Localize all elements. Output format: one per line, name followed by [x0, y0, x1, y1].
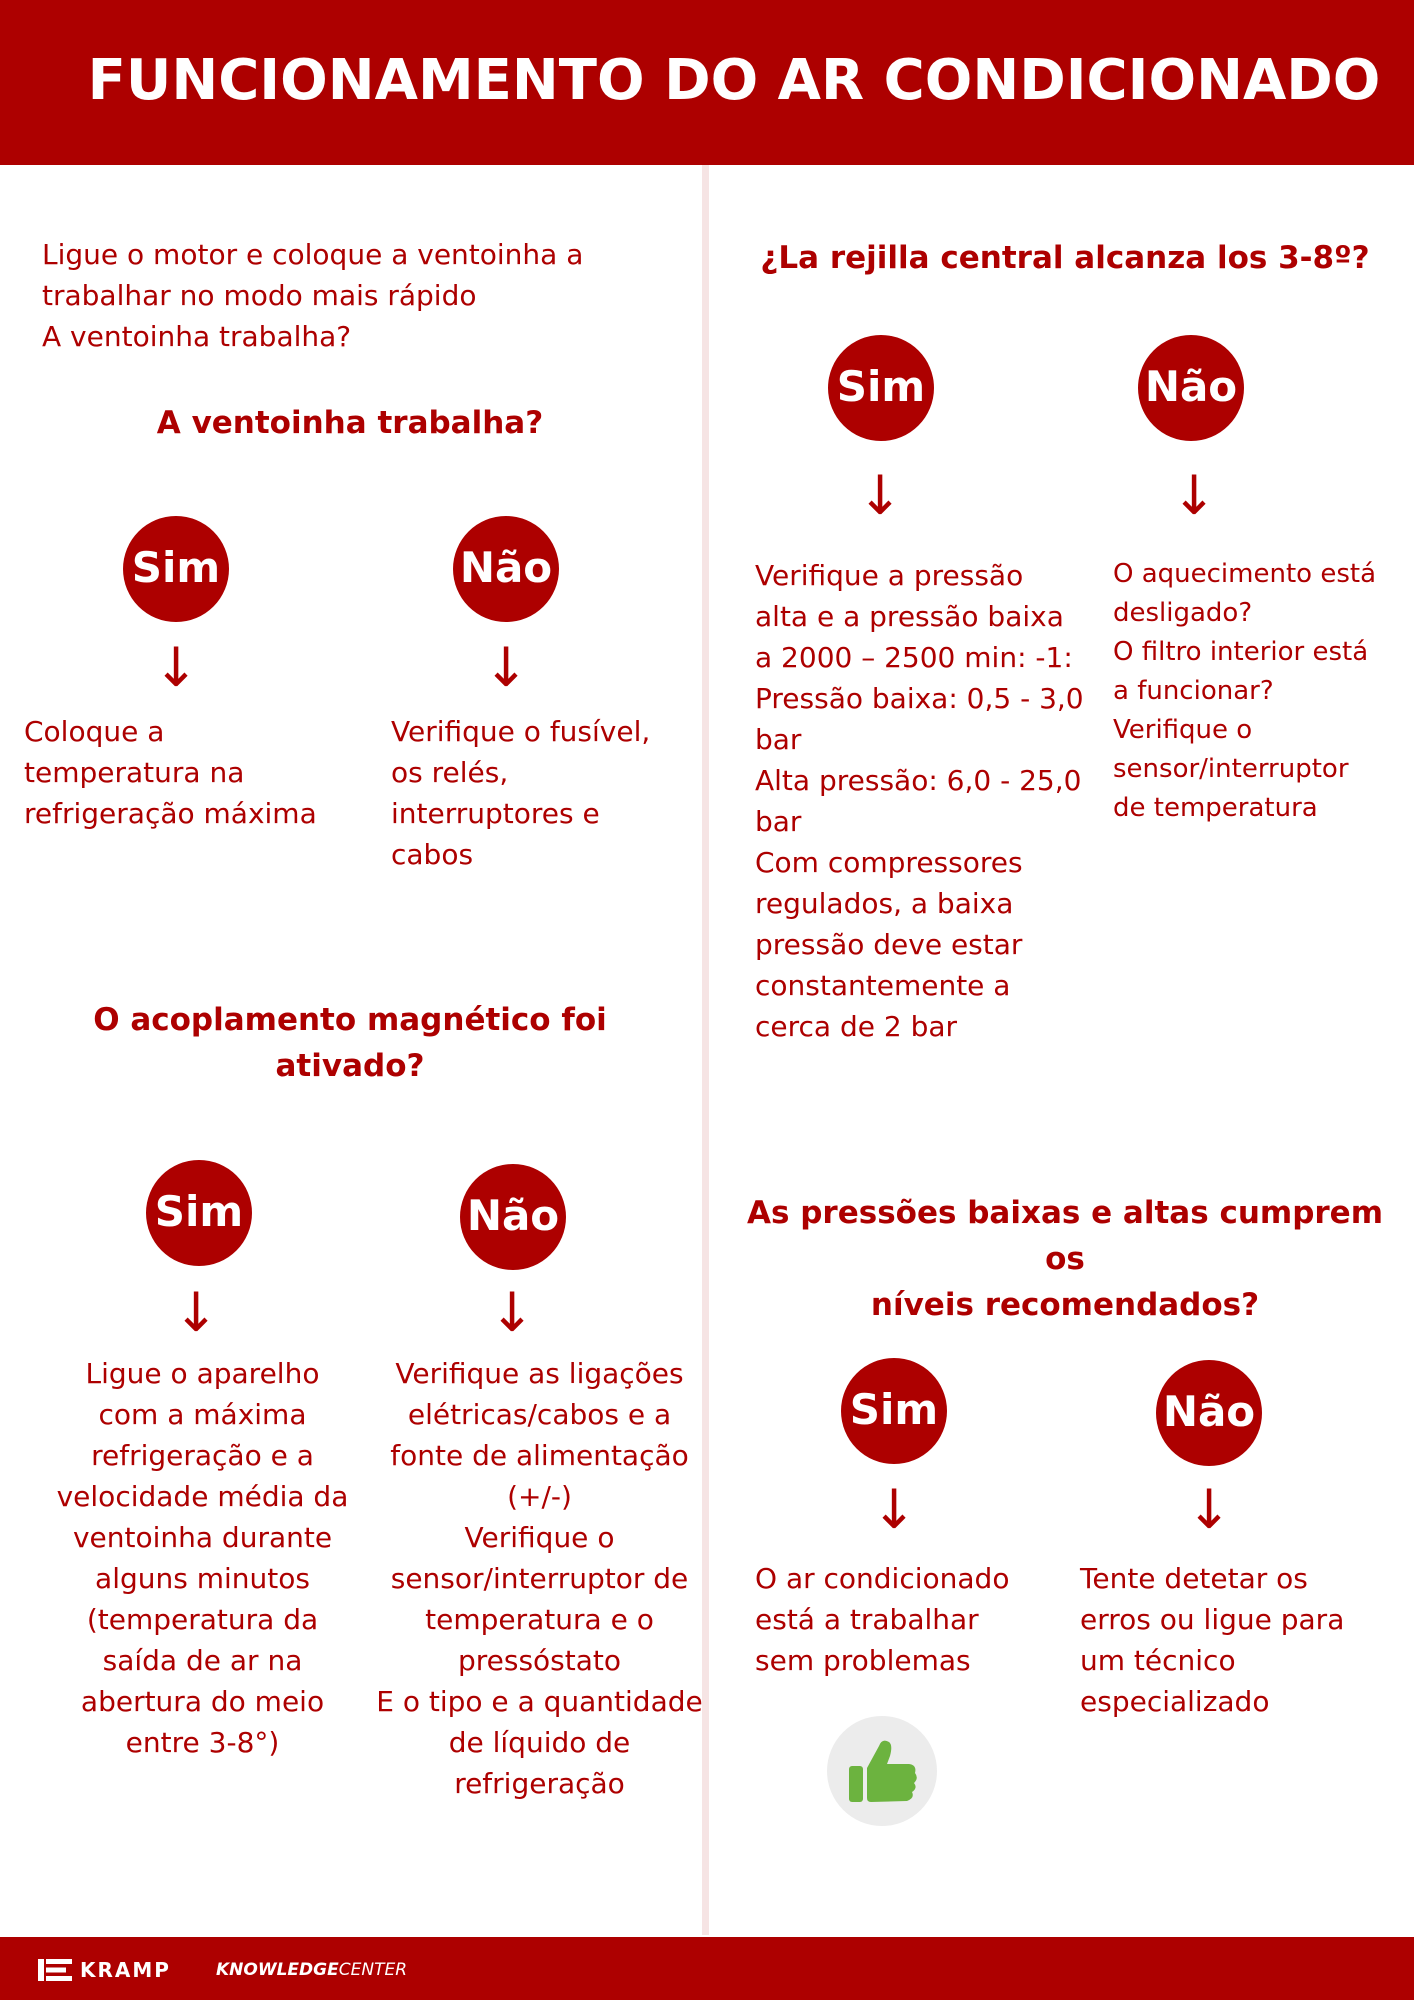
footer-knowledge: KNOWLEDGE	[216, 1960, 339, 1980]
yes-badge: Sim	[123, 516, 229, 622]
answer-no-text: Verifique o fusível, os relés, interruptores e cabos	[391, 715, 651, 871]
question-fan-works: A ventoinha trabalha?	[156, 405, 544, 441]
answer-yes-text: O ar condicionado está a trabalhar sem problemas	[755, 1562, 1010, 1677]
answer-yes-text: Ligue o aparelho com a máxima refrigeração e a velocidade média da ventoinha durante alguns minutos (temperatura da saída de ar na abertura do meio entre 3-8°)	[56, 1357, 349, 1759]
down-arrow-icon: ↓	[871, 1478, 917, 1541]
kramp-logo-icon	[38, 1958, 72, 1982]
question-magnetic-clutch: O acoplamento magnético foi ativado?	[93, 1002, 607, 1084]
down-arrow-icon: ↓	[173, 1281, 219, 1344]
down-arrow-icon: ↓	[483, 636, 529, 699]
answer-no-text: Verifique as ligações elétricas/cabos e a fonte de alimentação (+/-) Verifique o sensor/interruptor de temperatura e o pressóstato E o tipo e a quantidade de líquido de refrigeração	[376, 1357, 703, 1800]
intro-text: Ligue o motor e coloque a ventoinha a trabalhar no modo mais rápido A ventoinha trabalha?	[42, 238, 584, 353]
answer-no-text: Tente detetar os erros ou ligue para um técnico especializado	[1080, 1562, 1345, 1718]
yes-badge: Sim	[146, 1160, 252, 1266]
footer-bar	[0, 1937, 1414, 2000]
answer-yes-text: Verifique a pressão alta e a pressão baixa a 2000 – 2500 min: -1: Pressão baixa: 0,5 - 3,0 bar Alta pressão: 6,0 - 25,0 bar Com compressores regulados, a baixa pressão deve estar constantemente a cerca de 2 bar	[755, 559, 1084, 1043]
no-badge: Não	[1156, 1360, 1262, 1466]
thumbs-up-icon	[827, 1716, 937, 1826]
down-arrow-icon: ↓	[1186, 1478, 1232, 1541]
footer-brand: KRAMP	[80, 1958, 171, 1982]
page-title: FUNCIONAMENTO DO AR CONDICIONADO	[87, 48, 1381, 113]
down-arrow-icon: ↓	[489, 1281, 535, 1344]
question-pressure-levels: As pressões baixas e altas cumprem os níveis recomendados?	[747, 1195, 1383, 1323]
no-badge: Não	[453, 516, 559, 622]
answer-no-text: O aquecimento está desligado? O filtro interior está a funcionar? Verifique o sensor/interruptor de temperatura	[1113, 559, 1376, 823]
question-central-grille: ¿La rejilla central alcanza los 3-8º?	[760, 240, 1370, 276]
no-badge: Não	[1138, 335, 1244, 441]
footer-knowledge-center	[216, 1960, 407, 1980]
thumbs-up-glyph	[827, 1716, 937, 1826]
yes-badge: Sim	[841, 1358, 947, 1464]
yes-badge: Sim	[828, 335, 934, 441]
footer-center: CENTER	[338, 1960, 407, 1980]
down-arrow-icon: ↓	[857, 464, 903, 527]
down-arrow-icon: ↓	[153, 636, 199, 699]
answer-yes-text: Coloque a temperatura na refrigeração máxima	[24, 715, 317, 830]
no-badge: Não	[460, 1164, 566, 1270]
down-arrow-icon: ↓	[1171, 464, 1217, 527]
